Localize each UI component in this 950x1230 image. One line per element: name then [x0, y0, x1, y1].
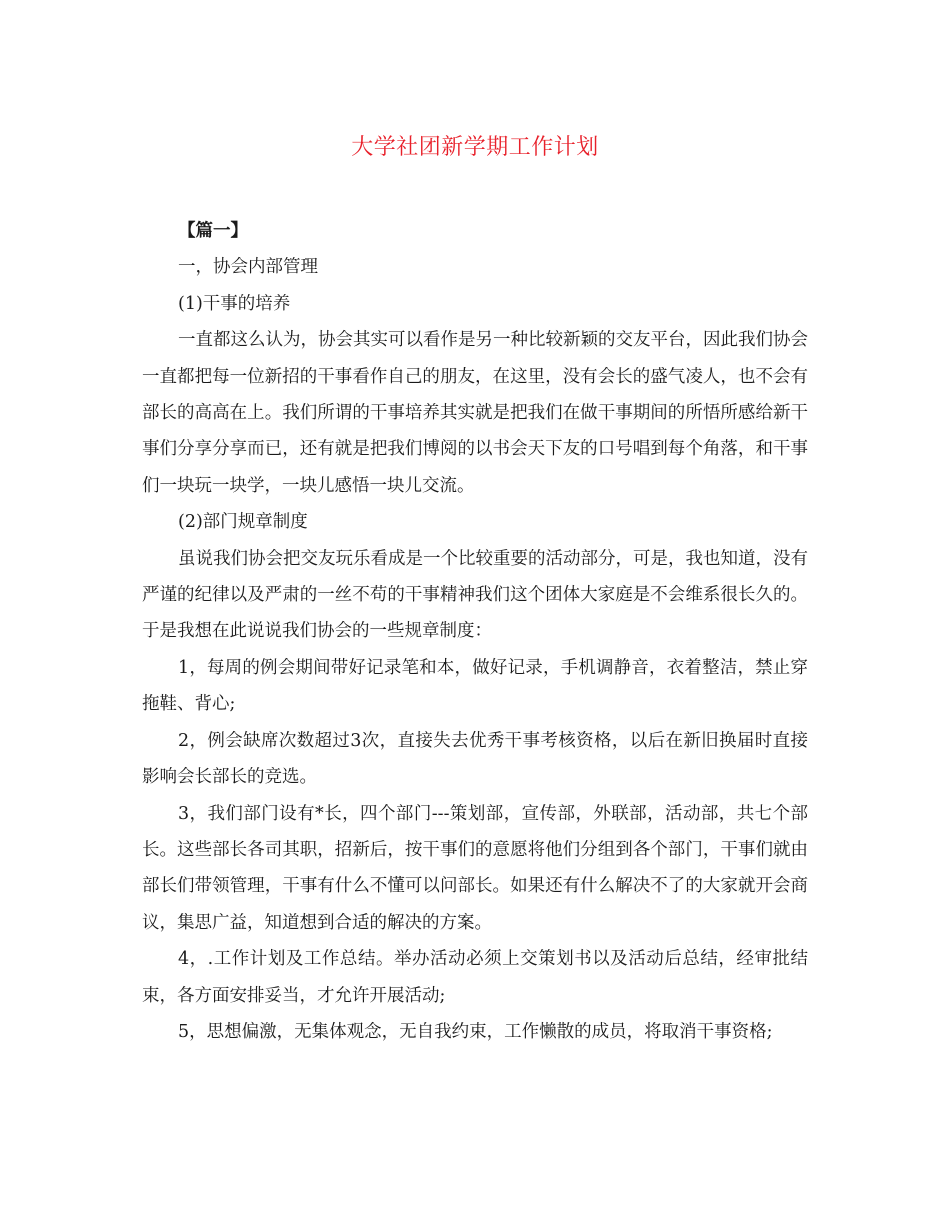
paragraph-subheading: (2)部门规章制度: [178, 512, 308, 533]
rule-item: 2，例会缺席次数超过3次，直接失去优秀干事考核资格，以后在新旧换届时直接影响会长部长的竞选。: [142, 730, 808, 788]
rule-item: 4，.工作计划及工作总结。举办活动必须上交策划书以及活动后总结，经审批结束，各方面安排妥当，才允许开展活动;: [142, 949, 808, 1006]
paragraph-heading: 一，协会内部管理: [178, 257, 318, 278]
paragraph: 一直都这么认为，协会其实可以看作是另一种比较新颖的交友平台，因此我们协会一直都把每一位新招的干事看作自己的朋友，在这里，没有会长的盛气凌人，也不会有部长的高高在上。我们所谓的干事培养其实就是把我们在做干事期间的所悟所感给新干事们分享分享而已，还有就是把我们博阅的以书会天下友的口号唱到每个角落，和干事们一块玩一块学，一块儿感悟一块儿交流。: [142, 330, 808, 496]
document-title: 大学社团新学期工作计划: [351, 135, 599, 160]
rule-item: 3，我们部门设有*长，四个部门---策划部，宣传部，外联部，活动部，共七个部长。这些部长各司其职，招新后，按干事们的意愿将他们分组到各个部门，干事们就由部长们带领管理，干事有什么不懂可以问部长。如果还有什么解决不了的大家就开会商议，集思广益，知道想到合适的解决的方案。: [142, 803, 808, 933]
rule-item: 5，思想偏激，无集体观念，无自我约束，工作懒散的成员，将取消干事资格;: [178, 1021, 773, 1042]
paragraph: 虽说我们协会把交友玩乐看成是一个比较重要的活动部分，可是，我也知道，没有严谨的纪律以及严肃的一丝不苟的干事精神我们这个团体大家庭是不会维系很长久的。于是我想在此说说我们协会的一些规章制度：: [142, 548, 808, 642]
document-body: [142, 213, 808, 1050]
rule-item: 1，每周的例会期间带好记录笔和本，做好记录，手机调静音，衣着整洁，禁止穿拖鞋、背心;: [142, 657, 808, 715]
paragraph-subheading: (1)干事的培养: [178, 293, 291, 314]
section-heading: 【篇一】: [178, 221, 248, 241]
